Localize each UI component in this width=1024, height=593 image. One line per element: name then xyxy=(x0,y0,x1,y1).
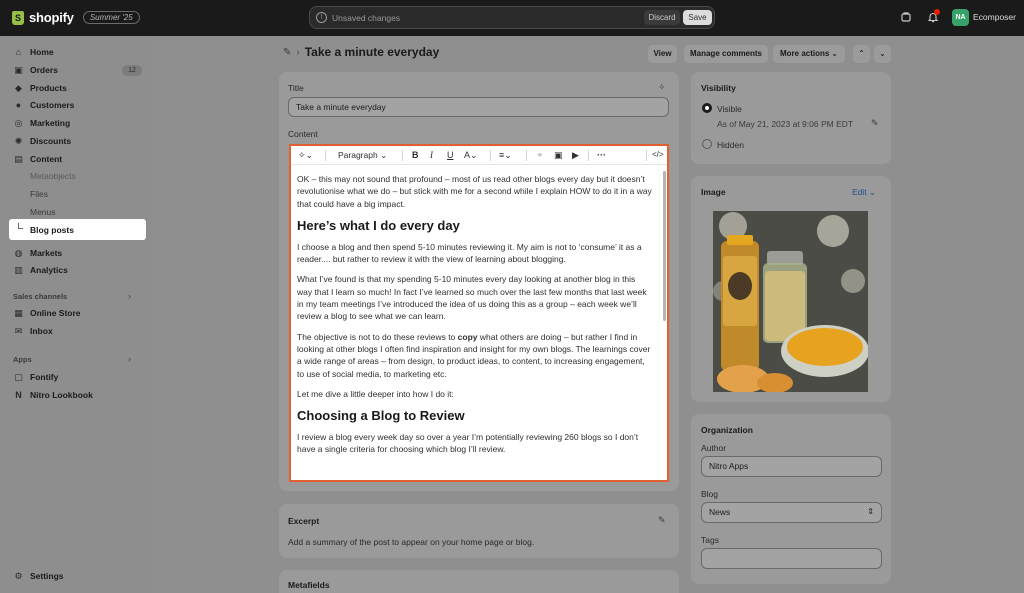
sidebar-item-label: Fontify xyxy=(30,372,59,382)
excerpt-hint: Add a summary of the post to appear on your home page or blog. xyxy=(288,537,535,547)
sidebar-item-blog-posts[interactable] xyxy=(9,219,146,240)
sidebar-item-discounts[interactable] xyxy=(14,134,71,148)
select-chevron-icon: ⇕ xyxy=(867,507,874,516)
chevron-right-icon[interactable]: › xyxy=(128,354,131,364)
title-input[interactable]: Take a minute everyday xyxy=(288,97,669,117)
metafields-card xyxy=(279,570,679,593)
globe-icon: ◍ xyxy=(14,247,23,258)
discount-icon: ✺ xyxy=(14,135,23,146)
store-icon: ▦ xyxy=(14,307,23,318)
sidebar-item-label: Discounts xyxy=(30,136,72,146)
person-icon: ● xyxy=(15,99,22,110)
video-icon[interactable]: ▶ xyxy=(572,150,579,160)
unsaved-changes-bar xyxy=(309,6,715,29)
previous-post-button[interactable] xyxy=(853,45,870,63)
heading: Choosing a Blog to Review xyxy=(297,408,465,424)
tags-label: Tags xyxy=(701,535,719,545)
toolbar-divider xyxy=(490,150,491,161)
sidebar-item-label: Marketing xyxy=(30,118,71,128)
featured-image[interactable] xyxy=(713,211,868,392)
rich-text-editor[interactable] xyxy=(289,144,669,482)
blog-select[interactable] xyxy=(701,502,882,523)
sidebar-item-label: Content xyxy=(30,154,63,164)
paragraph: What I’ve found is that my spending 5-10 minutes every day looking at another blog in this way that I learn so much! In fact I’ve learned so much over the last few months that last week in my team meetings I’ve introduced the idea of us doing this as a group – each week we’ll review a blog to see what we can learn. xyxy=(297,274,647,322)
alert-icon: ! xyxy=(316,12,327,23)
text-run: The objective is not to do these reviews to xyxy=(297,331,458,342)
sidebar-item-settings[interactable] xyxy=(14,569,64,583)
sidebar-item-label: Customers xyxy=(30,100,75,110)
avatar[interactable]: NA xyxy=(952,9,969,26)
orders-count-badge: 12 xyxy=(122,65,142,76)
sidebar-item-menus[interactable] xyxy=(30,205,56,219)
notification-dot xyxy=(934,9,940,15)
editor-toolbar xyxy=(291,146,667,165)
more-options-icon[interactable]: ··· xyxy=(597,150,606,160)
hidden-label[interactable]: Hidden xyxy=(717,140,744,150)
store-name[interactable]: Ecomposer xyxy=(973,12,1016,22)
sidebar-item-metaobjects[interactable] xyxy=(30,169,76,183)
content-label: Content xyxy=(288,129,318,139)
gear-icon: ⚙ xyxy=(14,570,23,581)
heading: Here’s what I do every day xyxy=(297,217,460,233)
shopify-logo[interactable] xyxy=(12,10,140,25)
inbox-icon: ✉ xyxy=(14,325,23,336)
orders-icon: ▣ xyxy=(14,64,23,75)
more-actions-label: More actions xyxy=(780,49,830,58)
more-actions-button[interactable] xyxy=(773,45,845,63)
paragraph: I choose a blog and then spend 5-10 minutes reviewing it. My aim is not to ‘consume’ it as a reader.... but rather to review it with the view of learning about blogging. xyxy=(297,241,642,265)
excerpt-title: Excerpt xyxy=(288,516,320,526)
sidebar-item-files[interactable] xyxy=(30,187,48,201)
toolbar-divider xyxy=(325,150,326,161)
text-run: what others are doing – but rather I find in looking at other blogs I often find inspiration and insight for my own blogs. The learnings cover a wide range of areas – from design, to product ideas, to content, to increasing engagement, to use of social media, to marketing etc. xyxy=(297,331,651,379)
edition-badge: Summer '25 xyxy=(83,11,140,24)
link-icon[interactable]: ⚭ xyxy=(536,150,544,160)
visible-label[interactable]: Visible xyxy=(717,104,742,114)
excerpt-card xyxy=(279,504,679,558)
bold-icon[interactable]: B xyxy=(412,150,419,160)
toolbar-divider xyxy=(646,150,647,161)
title-label: Title xyxy=(288,83,304,93)
unsaved-message: Unsaved changes xyxy=(332,13,401,23)
target-icon: ◎ xyxy=(14,117,23,128)
top-bar xyxy=(0,0,1024,36)
nitro-icon: N xyxy=(15,389,22,400)
chevron-down-icon: ⌄ xyxy=(380,150,388,160)
ai-sparkle-icon[interactable]: ✧⌄ xyxy=(298,150,314,160)
save-button[interactable]: Save xyxy=(683,10,712,25)
home-icon: ⌂ xyxy=(15,46,22,57)
author-field[interactable]: Nitro Apps xyxy=(701,456,882,477)
breadcrumb xyxy=(283,45,439,59)
paragraph xyxy=(297,331,652,380)
chevron-down-icon: ⌄ xyxy=(879,49,886,58)
bold-text: copy xyxy=(457,331,478,342)
pencil-icon[interactable]: ✎ xyxy=(658,515,666,525)
toolbar-divider xyxy=(526,150,527,161)
discard-button[interactable]: Discard xyxy=(644,10,680,25)
underline-icon[interactable]: U xyxy=(447,150,454,160)
editor-scrollbar[interactable] xyxy=(663,171,666,321)
sidebar-item-orders[interactable] xyxy=(14,63,58,77)
sidebar-item-label: Products xyxy=(30,83,67,93)
apps-icon[interactable] xyxy=(900,11,912,23)
align-icon[interactable]: ≡⌄ xyxy=(499,150,512,160)
sidebar-item-nitro-lookbook[interactable] xyxy=(14,388,93,402)
tag-icon: ◆ xyxy=(15,82,22,93)
sales-channels-heading[interactable]: Sales channels xyxy=(13,292,68,301)
hidden-radio[interactable] xyxy=(702,139,712,149)
editor-content[interactable] xyxy=(297,173,652,480)
sidebar-item-products[interactable] xyxy=(14,81,67,95)
next-post-button[interactable] xyxy=(874,45,891,63)
sidebar-item-customers[interactable] xyxy=(14,98,74,112)
paragraph: OK – this may not sound that profound – most of us read other blogs every day but it doesn’t revolutionise what we do – but stick with me for a second while I explain HOW to do it in a way that could have a big impact. xyxy=(297,174,652,209)
sidebar-item-label: Analytics xyxy=(30,265,68,275)
sidebar-item-markets[interactable] xyxy=(14,246,62,260)
chevron-up-icon: ⌃ xyxy=(858,49,865,58)
chevron-right-icon: › xyxy=(296,46,300,58)
brand-name: shopify xyxy=(29,10,74,25)
sidebar-item-home[interactable] xyxy=(14,45,54,59)
paragraph-style-label: Paragraph xyxy=(338,150,378,160)
code-view-icon[interactable]: </> xyxy=(652,150,664,159)
edit-label: Edit xyxy=(852,187,867,197)
sidebar-item-inbox[interactable] xyxy=(14,324,53,338)
sidebar-item-label: Settings xyxy=(30,571,64,581)
text-color-icon[interactable]: A⌄ xyxy=(464,150,478,160)
edit-image-button[interactable] xyxy=(852,187,876,198)
visibility-title: Visibility xyxy=(701,83,736,93)
blog-label: Blog xyxy=(701,489,719,499)
sidebar-item-content[interactable] xyxy=(14,152,62,166)
sidebar-item-analytics[interactable] xyxy=(14,263,68,277)
toolbar-divider xyxy=(588,150,589,161)
sidebar-item-label: Online Store xyxy=(30,308,81,318)
metafields-title: Metafields xyxy=(288,580,330,590)
sidebar-item-label: Orders xyxy=(30,65,58,75)
italic-icon[interactable]: I xyxy=(430,150,433,160)
image-title: Image xyxy=(701,187,726,197)
content-icon: ▤ xyxy=(14,153,23,164)
view-button[interactable]: View xyxy=(648,45,677,63)
tree-connector xyxy=(18,223,23,229)
blog-selected-value: News xyxy=(709,507,731,517)
apps-heading[interactable]: Apps xyxy=(13,355,32,364)
blog-posts-icon[interactable]: ✎ xyxy=(283,46,292,58)
shopify-bag-icon xyxy=(12,11,24,25)
sidebar-item-label: Inbox xyxy=(30,326,53,336)
sparkle-icon[interactable]: ✧ xyxy=(658,82,666,92)
paragraph: Let me dive a little deeper into how I do it: xyxy=(297,388,454,399)
sidebar-item-label: Blog posts xyxy=(30,225,74,235)
page-title: Take a minute everyday xyxy=(304,45,440,59)
organization-title: Organization xyxy=(701,425,753,435)
chevron-right-icon[interactable]: › xyxy=(128,291,131,301)
sidebar-item-marketing[interactable] xyxy=(14,116,70,130)
sidebar-item-label: Nitro Lookbook xyxy=(30,390,93,400)
paragraph-style-select[interactable] xyxy=(338,149,387,161)
visible-radio[interactable] xyxy=(702,103,712,113)
visible-date: As of May 21, 2023 at 9:06 PM EDT xyxy=(717,119,854,129)
tags-input[interactable] xyxy=(701,548,882,569)
app-icon: ▢ xyxy=(14,371,23,382)
chevron-down-icon: ⌄ xyxy=(831,49,838,58)
sidebar-item-label: Metaobjects xyxy=(30,171,76,181)
chart-icon: ▥ xyxy=(14,264,23,275)
sidebar-item-label: Files xyxy=(30,189,48,199)
pencil-icon[interactable]: ✎ xyxy=(871,118,879,128)
sidebar-item-label: Markets xyxy=(30,248,63,258)
sidebar-item-fontify[interactable] xyxy=(14,370,58,384)
paragraph: I review a blog every week day so over a year I’m potentially reviewing 260 blogs so I don’t have a single criteria for choosing which blog I’ll review. xyxy=(297,432,639,455)
sidebar-item-label: Home xyxy=(30,47,54,57)
toolbar-divider xyxy=(402,150,403,161)
image-icon[interactable]: ▣ xyxy=(554,150,563,160)
sidebar-item-online-store[interactable] xyxy=(14,306,81,320)
manage-comments-button[interactable]: Manage comments xyxy=(684,45,768,63)
author-label: Author xyxy=(701,443,727,453)
sidebar-item-label: Menus xyxy=(30,207,56,217)
chevron-down-icon: ⌄ xyxy=(869,187,877,197)
